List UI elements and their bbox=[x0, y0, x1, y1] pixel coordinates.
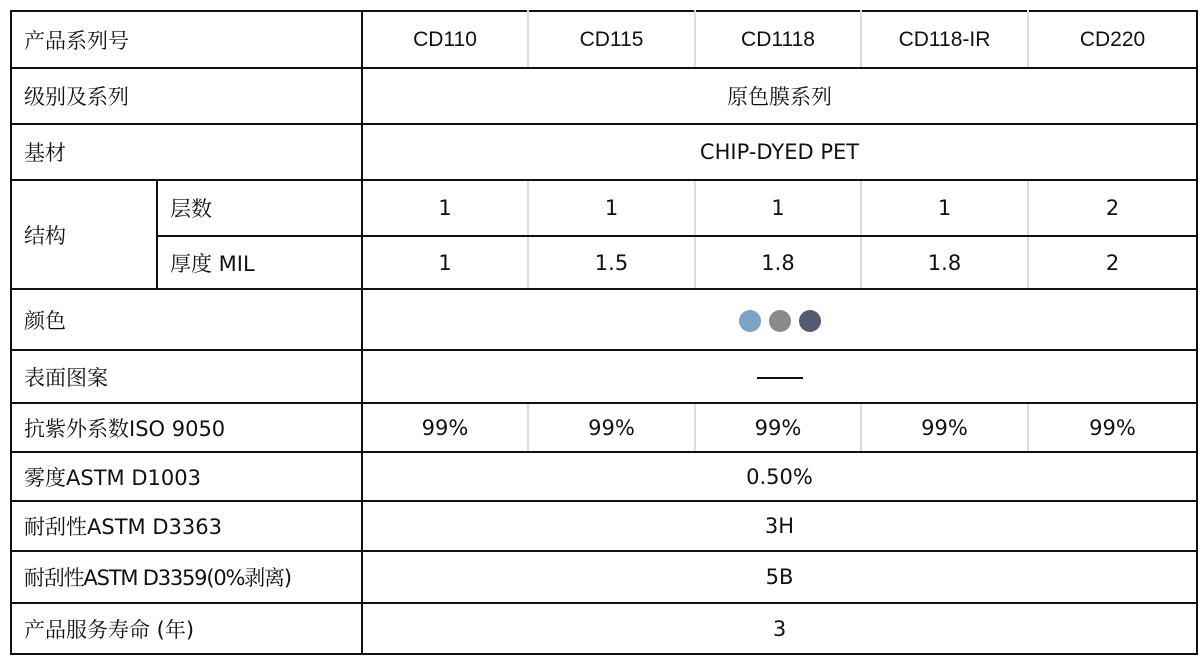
grade-value: 原色膜系列 bbox=[362, 68, 1197, 124]
pattern-value bbox=[362, 350, 1197, 403]
substrate-value: CHIP-DYED PET bbox=[362, 124, 1197, 180]
life-label: 产品服务寿命 (年) bbox=[11, 603, 362, 654]
header-row bbox=[11, 11, 1197, 68]
thickness-value: 1.8 bbox=[861, 236, 1028, 289]
layers-value: 1 bbox=[528, 180, 695, 236]
thickness-label: 厚度 MIL bbox=[157, 236, 362, 289]
grade-row bbox=[11, 68, 1197, 124]
layers-value: 2 bbox=[1028, 180, 1197, 236]
scratch-row bbox=[11, 501, 1197, 551]
layers-value: 1 bbox=[362, 180, 528, 236]
haze-row bbox=[11, 452, 1197, 501]
structure-label: 结构 bbox=[11, 180, 157, 289]
color-swatches-cell bbox=[362, 289, 1197, 350]
scratch2-row bbox=[11, 551, 1197, 603]
header-label: 产品系列号 bbox=[11, 11, 362, 68]
pattern-label: 表面图案 bbox=[11, 350, 362, 403]
scratch2-label: 耐刮性ASTM D3359(0%剥离) bbox=[11, 551, 362, 603]
product-code: CD115 bbox=[528, 11, 695, 68]
substrate-row bbox=[11, 124, 1197, 180]
grade-label: 级别及系列 bbox=[11, 68, 362, 124]
uv-value: 99% bbox=[1028, 403, 1197, 452]
color-swatch-slate bbox=[799, 310, 821, 332]
thickness-value: 1.5 bbox=[528, 236, 695, 289]
color-swatch-gray bbox=[769, 310, 791, 332]
color-swatch-blue bbox=[739, 310, 761, 332]
layers-value: 1 bbox=[861, 180, 1028, 236]
haze-value: 0.50% bbox=[362, 452, 1197, 501]
layers-row bbox=[11, 180, 1197, 236]
product-code: CD118-IR bbox=[861, 11, 1028, 68]
layers-label: 层数 bbox=[157, 180, 362, 236]
uv-label: 抗紫外系数ISO 9050 bbox=[11, 403, 362, 452]
product-code: CD110 bbox=[362, 11, 528, 68]
uv-value: 99% bbox=[861, 403, 1028, 452]
life-value: 3 bbox=[362, 603, 1197, 654]
life-row bbox=[11, 603, 1197, 654]
layers-value: 1 bbox=[695, 180, 861, 236]
scratch-label: 耐刮性ASTM D3363 bbox=[11, 501, 362, 551]
product-code: CD220 bbox=[1028, 11, 1197, 68]
uv-value: 99% bbox=[695, 403, 861, 452]
scratch-value: 3H bbox=[362, 501, 1197, 551]
product-spec-table bbox=[10, 10, 1198, 655]
color-label: 颜色 bbox=[11, 289, 362, 350]
thickness-value: 2 bbox=[1028, 236, 1197, 289]
substrate-label: 基材 bbox=[11, 124, 362, 180]
thickness-value: 1 bbox=[362, 236, 528, 289]
haze-label: 雾度ASTM D1003 bbox=[11, 452, 362, 501]
uv-value: 99% bbox=[528, 403, 695, 452]
dash-line-icon bbox=[757, 377, 803, 379]
color-row bbox=[11, 289, 1197, 350]
pattern-row bbox=[11, 350, 1197, 403]
product-code: CD1118 bbox=[695, 11, 861, 68]
thickness-value: 1.8 bbox=[695, 236, 861, 289]
scratch2-value: 5B bbox=[362, 551, 1197, 603]
uv-row bbox=[11, 403, 1197, 452]
uv-value: 99% bbox=[362, 403, 528, 452]
thickness-row bbox=[11, 236, 1197, 289]
color-swatches bbox=[739, 310, 821, 332]
